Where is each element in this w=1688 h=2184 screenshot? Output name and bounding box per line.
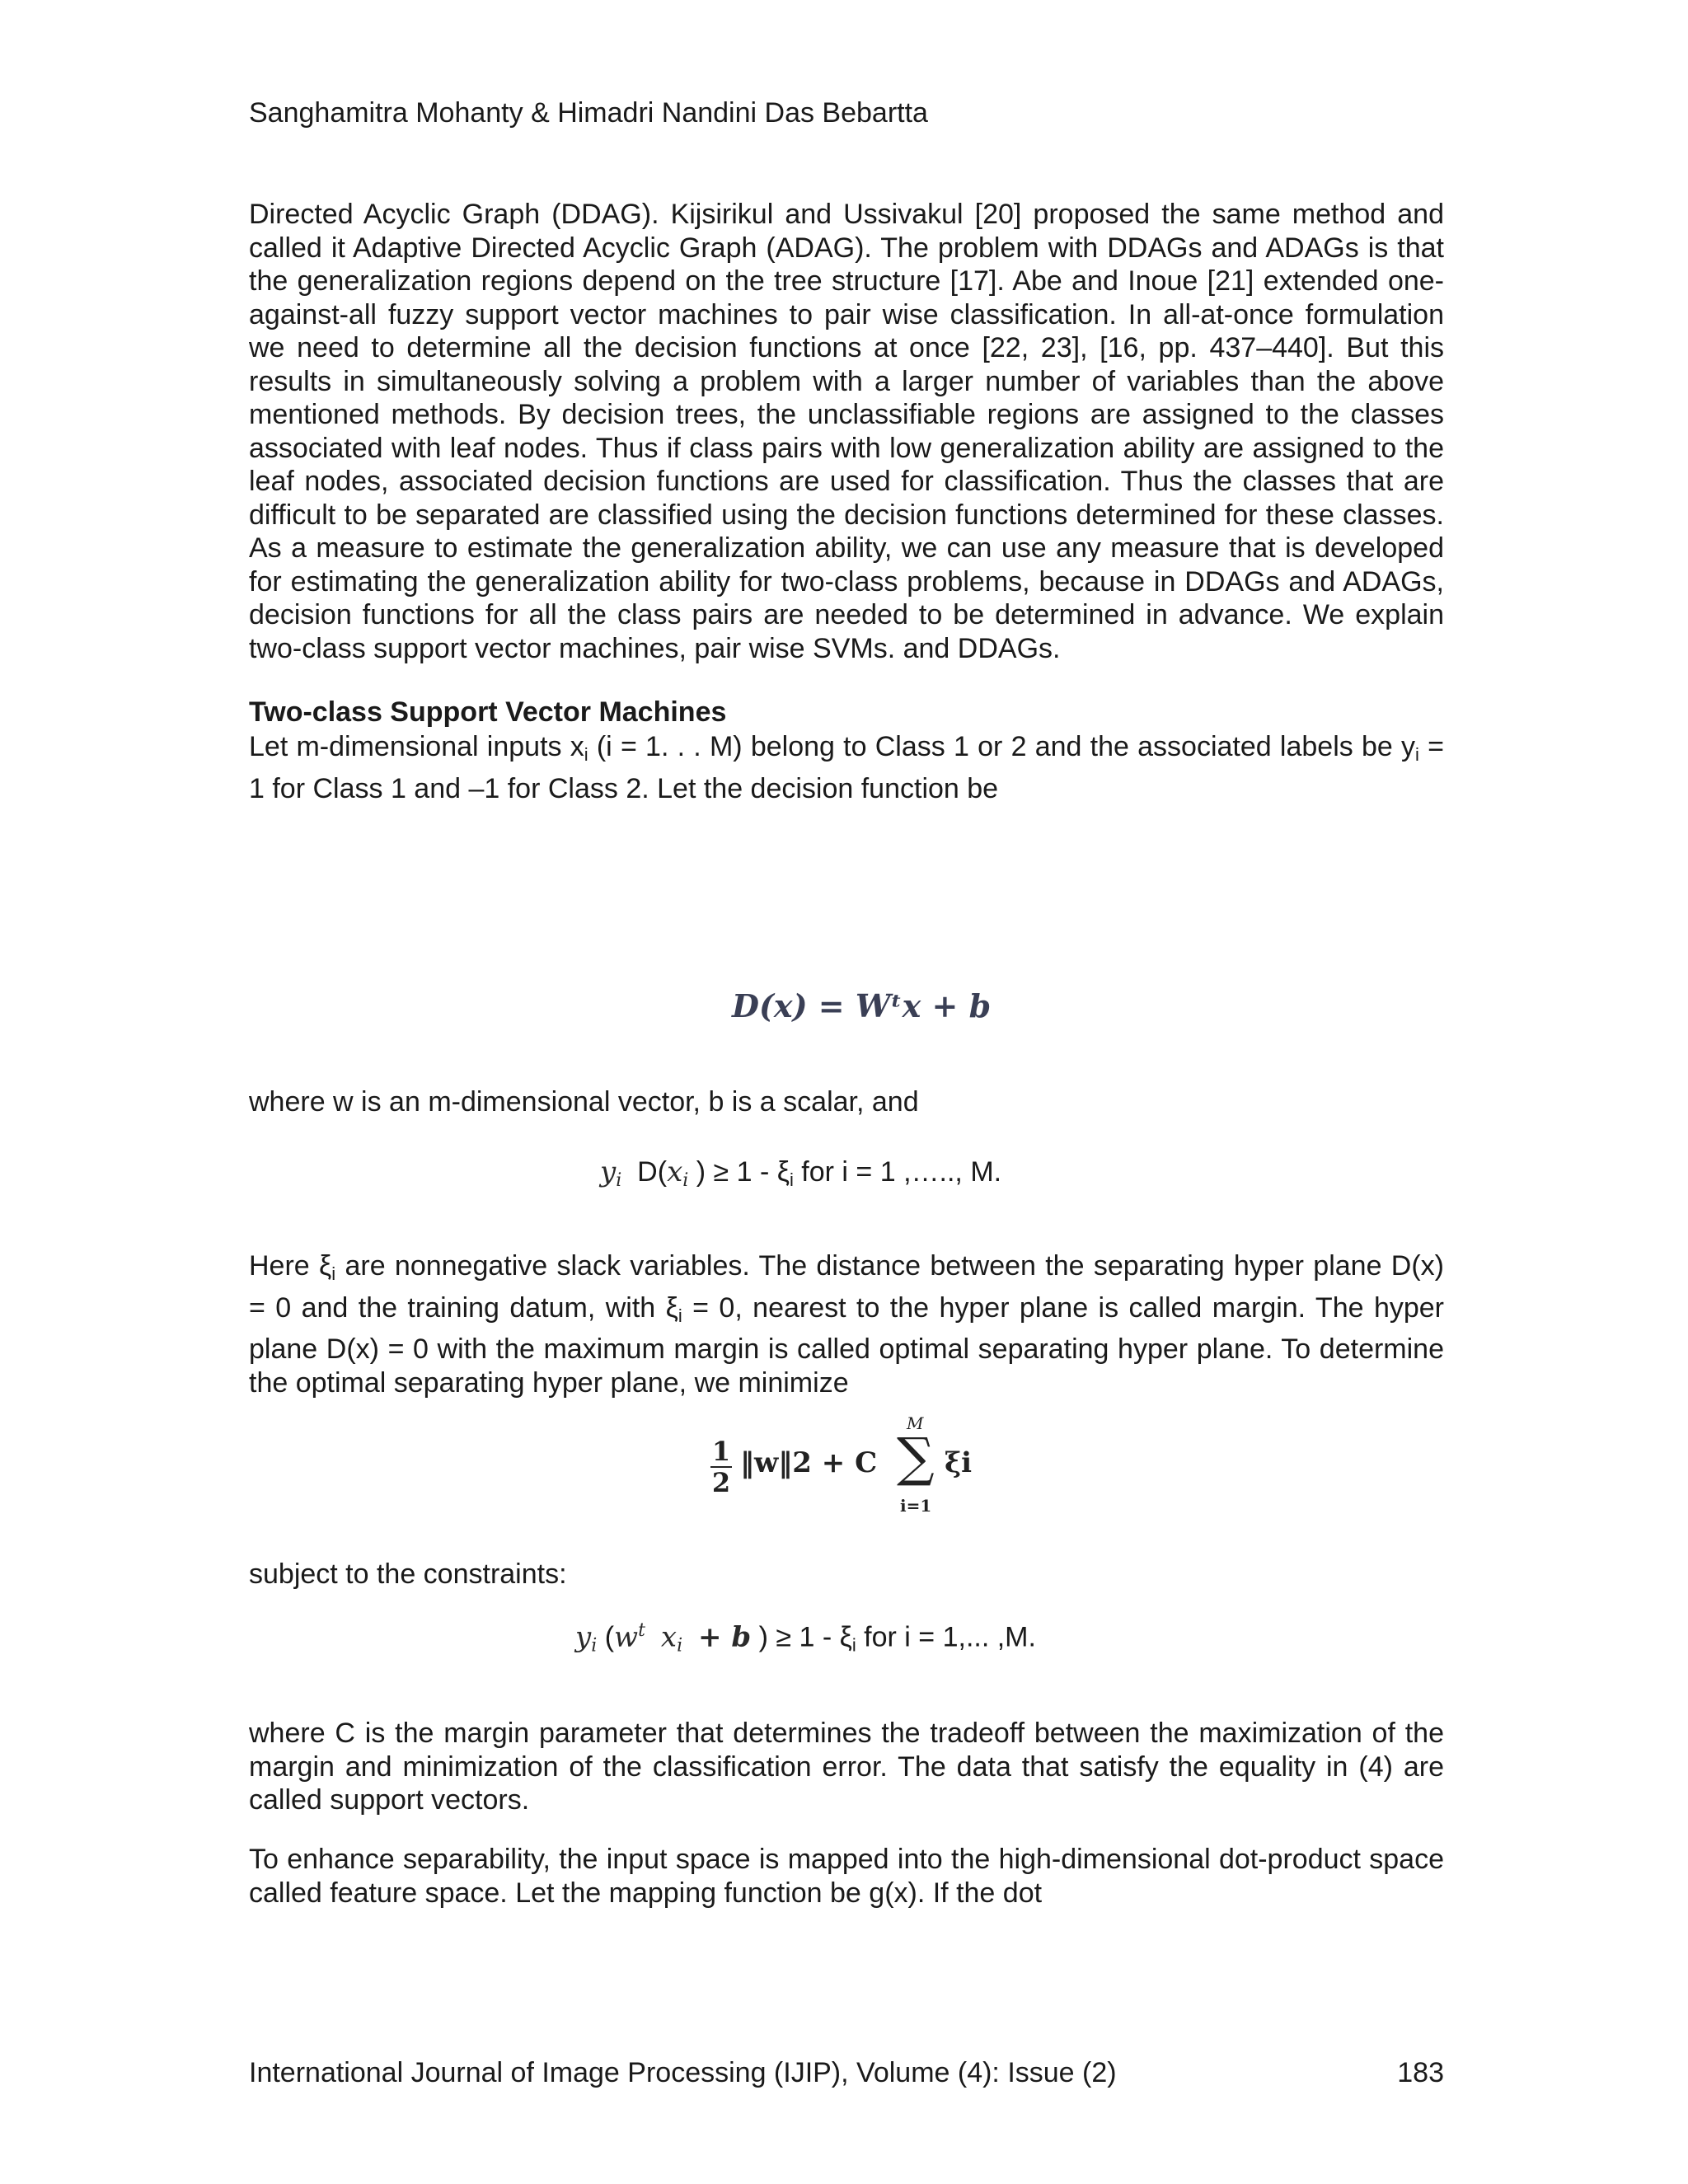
footer-journal: International Journal of Image Processing (IJIP), Volume (4): Issue (2) (249, 2057, 1117, 2088)
equation-constraints: $y_i$ ($w^t$ $x_i + b$ ) ≥ $1 - \xi_i$ for i = 1,... ,M. (575, 1620, 1036, 1657)
running-head: Sanghamitra Mohanty & Himadri Nandini Das Bebartta (249, 97, 928, 129)
paragraph-inputs: Let m-dimensional inputs $x_i$ (i = 1. . . M) belong to Class 1 or 2 and the associated labels be $y_i = 1$ for Class 1 and –1 for Class 2. Let the decision function be (249, 731, 1444, 804)
equation-decision-function: D(x) = Wᵗx + b (732, 987, 992, 1024)
paragraph-slack-variables: Here $\xi_i$ are nonnegative slack variables. The distance between the separating hyper plane D(x) = 0 and the training datum, with $\xi_i = 0$, nearest to the hyper plane is called margin. The hyper plane D(x) = 0 with the maximum margin is called optimal separating hyper plane. To determine the optimal separating hyper plane, we minimize (249, 1250, 1444, 1399)
equation-objective: 1 2 ‖w‖2 + C M ∑ i=1 ξi (711, 1413, 973, 1516)
section-heading: Two-class Support Vector Machines (249, 696, 727, 728)
paragraph-subject-to: subject to the constraints: (249, 1558, 567, 1590)
paragraph-intro: Directed Acyclic Graph (DDAG). Kijsirikul and Ussivakul [20] proposed the same method and called it Adaptive Directed Acyclic Graph (ADAG). The problem with DDAGs and ADAGs is that the generalization regions depend on the tree structure [17]. Abe and Inoue [21] extended one-against-all fuzzy support vector machines to pair wise classification. In all-at-once formulation we need to determine all the decision functions at once [22, 23], [16, pp. 437–440]. But this results in simultaneously solving a problem with a larger number of variables than the above mentioned methods. By decision trees, the unclassifiable regions are assigned to the classes associated with leaf nodes. Thus if class pairs with low generalization ability are assigned to the leaf nodes, associated decision functions are used for classification. Thus the classes that are difficult to be separated are classified using the decision functions determined for these classes. As a measure to estimate the generalization ability, we can use any measure that is developed for estimating the generalization ability for two-class problems, because in DDAGs and ADAGs, decision functions for all the class pairs are needed to be determined in advance. We explain two-class support vector machines, pair wise SVMs. and DDAGs. (249, 199, 1444, 664)
paragraph-margin-parameter: where C is the margin parameter that determines the tradeoff between the maximization of the margin and minimization of the classification error. The data that satisfy the equality in (4) are called support vectors. (249, 1718, 1444, 1816)
paragraph-feature-space: To enhance separability, the input space is mapped into the high-dimensional dot-product space called feature space. Let the mapping function be g(x). If the dot (249, 1844, 1444, 1909)
paragraph-where-w: where w is an m-dimensional vector, b is a scalar, and (249, 1086, 919, 1118)
footer-page-number: 183 (1397, 2057, 1444, 2088)
equation-constraint-slack: $y_i$ $D(x_i$ ) ≥ $1 - \xi_i$ for i = 1 ,….., M. (600, 1155, 1002, 1191)
